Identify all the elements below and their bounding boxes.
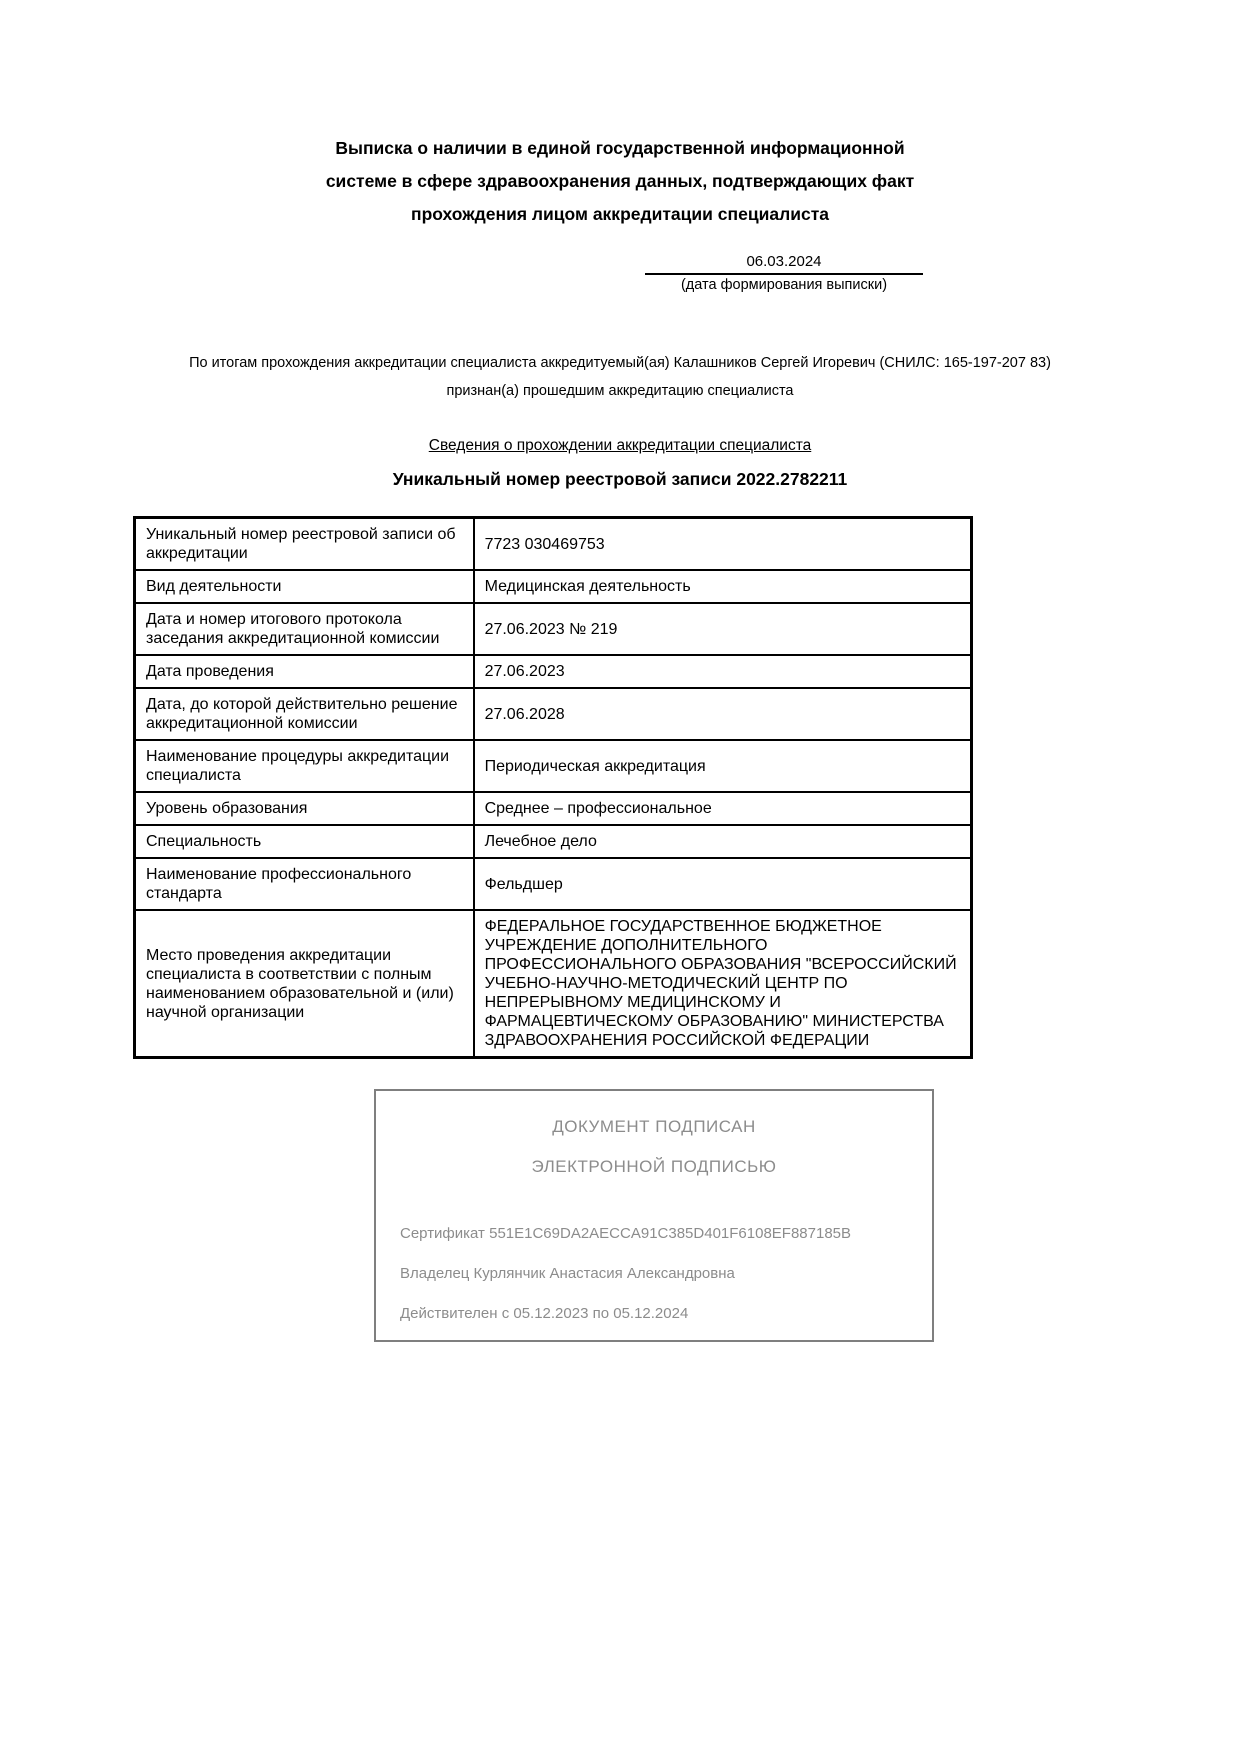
- signature-title-line-1: ДОКУМЕНТ ПОДПИСАН: [552, 1117, 756, 1136]
- signature-box: [374, 1089, 934, 1342]
- field-label: Наименование профессионального стандарта: [135, 858, 474, 910]
- field-value: ФЕДЕРАЛЬНОЕ ГОСУДАРСТВЕННОЕ БЮДЖЕТНОЕ УЧРЕЖДЕНИЕ ДОПОЛНИТЕЛЬНОГО ПРОФЕССИОНАЛЬНОГО ОБРАЗОВАНИЯ "ВСЕРОССИЙСКИЙ УЧЕБНО-НАУЧНО-МЕТОДИЧЕСКИЙ ЦЕНТР ПО НЕПРЕРЫВНОМУ МЕДИЦИНСКОМУ И ФАРМАЦЕВТИЧЕСКОМУ ОБРАЗОВАНИЮ" МИНИСТЕРСТВА ЗДРАВООХРАНЕНИЯ РОССИЙСКОЙ ФЕДЕРАЦИИ: [474, 910, 972, 1058]
- field-label: Дата проведения: [135, 655, 474, 688]
- intro-line-1: По итогам прохождения аккредитации специалиста аккредитуемый(ая) Калашников Сергей Игоревич (СНИЛС: 165-197-207 83): [189, 355, 1051, 371]
- table-row: [135, 858, 972, 910]
- issue-date: 06.03.2024: [645, 253, 923, 275]
- accreditation-table: [133, 516, 973, 1059]
- signature-title-line-2: ЭЛЕКТРОННОЙ ПОДПИСЬЮ: [531, 1157, 777, 1176]
- field-value: 27.06.2023 № 219: [474, 603, 972, 655]
- table-row: [135, 688, 972, 740]
- issue-date-caption: (дата формирования выписки): [680, 277, 888, 293]
- registry-number-heading: Уникальный номер реестровой записи 2022.2782211: [392, 469, 848, 489]
- table-row: [135, 603, 972, 655]
- validity-line: Действителен с 05.12.2023 по 05.12.2024: [400, 1305, 689, 1322]
- field-value: Лечебное дело: [474, 825, 972, 858]
- table-row: [135, 910, 972, 1058]
- field-value: 27.06.2028: [474, 688, 972, 740]
- field-value: Периодическая аккредитация: [474, 740, 972, 792]
- field-label: Дата и номер итогового протокола заседания аккредитационной комиссии: [135, 603, 474, 655]
- field-value: Среднее – профессиональное: [474, 792, 972, 825]
- issue-date-block: [645, 253, 923, 293]
- field-value: 27.06.2023: [474, 655, 972, 688]
- field-label: Уровень образования: [135, 792, 474, 825]
- table-row: [135, 518, 972, 571]
- field-value: Фельдшер: [474, 858, 972, 910]
- table-row: [135, 792, 972, 825]
- table-row: [135, 740, 972, 792]
- section-heading: Сведения о прохождении аккредитации специалиста: [428, 437, 812, 454]
- field-value: 7723 030469753: [474, 518, 972, 571]
- field-label: Вид деятельности: [135, 570, 474, 603]
- table-row: [135, 825, 972, 858]
- signature-details: [400, 1225, 908, 1322]
- page-title: [150, 132, 1090, 231]
- certificate-line: Сертификат 551E1C69DA2AECCA91C385D401F6108EF887185B: [400, 1225, 852, 1242]
- intro-text: [40, 349, 1200, 405]
- field-label: Наименование процедуры аккредитации специалиста: [135, 740, 474, 792]
- page-title-line-1: Выписка о наличии в единой государственной информационной: [335, 138, 905, 158]
- table-row: [135, 570, 972, 603]
- field-label: Место проведения аккредитации специалиста в соответствии с полным наименованием образовательной и (или) научной организации: [135, 910, 474, 1058]
- field-value: Медицинская деятельность: [474, 570, 972, 603]
- field-label: Уникальный номер реестровой записи об аккредитации: [135, 518, 474, 571]
- owner-line: Владелец Курлянчик Анастасия Александровна: [400, 1265, 735, 1282]
- intro-line-2: признан(а) прошедшим аккредитацию специалиста: [446, 383, 794, 399]
- field-label: Специальность: [135, 825, 474, 858]
- page-title-line-2: системе в сфере здравоохранения данных, подтверждающих факт: [325, 171, 915, 191]
- page-title-line-3: прохождения лицом аккредитации специалиста: [411, 204, 829, 224]
- field-label: Дата, до которой действительно решение аккредитационной комиссии: [135, 688, 474, 740]
- table-row: [135, 655, 972, 688]
